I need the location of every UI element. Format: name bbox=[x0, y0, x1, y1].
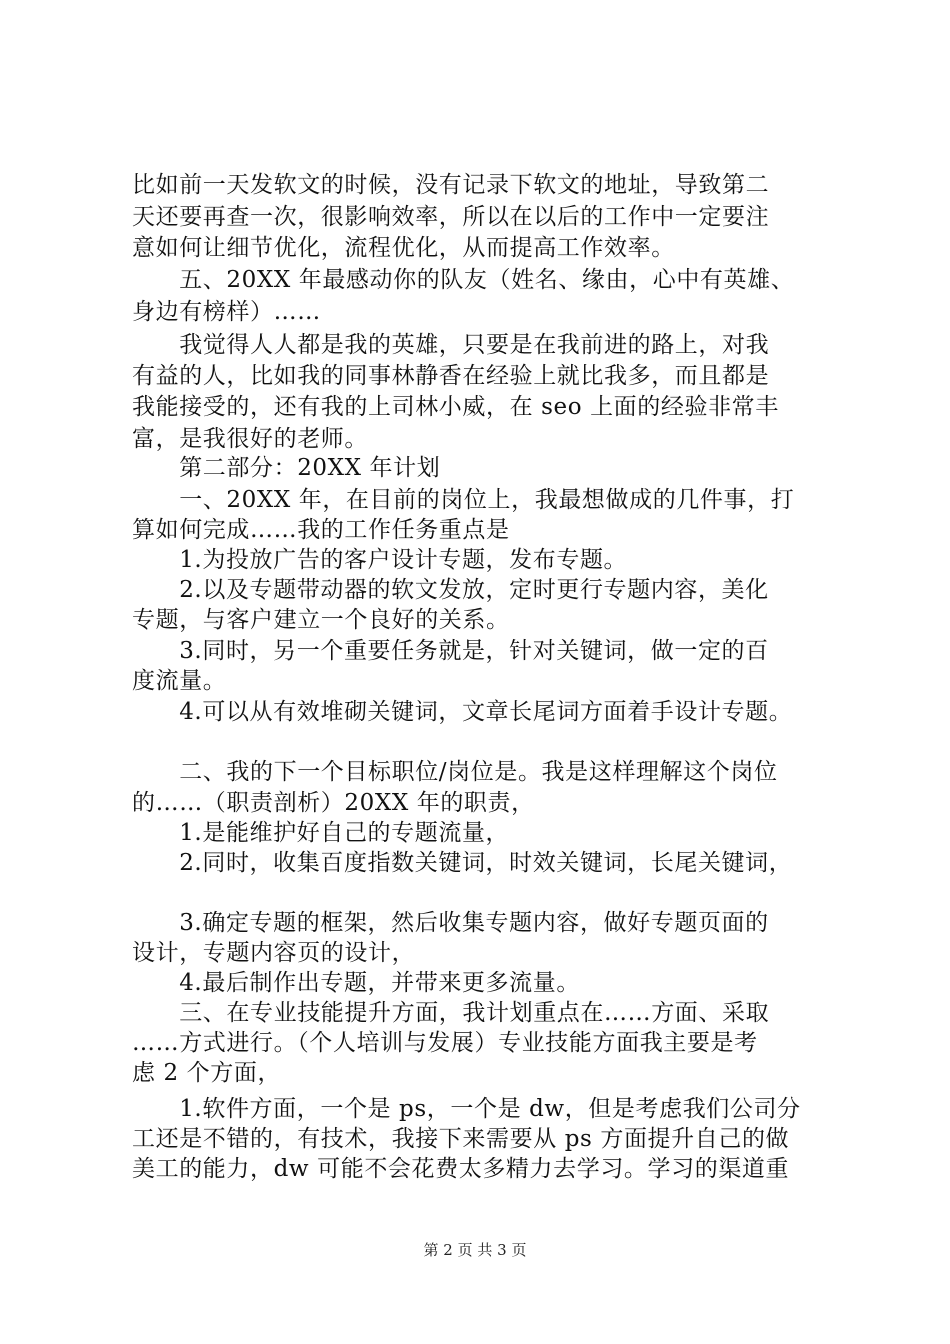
list-item: 4.最后制作出专题，并带来更多流量。 bbox=[132, 970, 580, 996]
list-item: 1.是能维护好自己的专题流量， bbox=[132, 820, 510, 846]
list-item: 3.确定专题的框架，然后收集专题内容，做好专题页面的 bbox=[132, 910, 769, 936]
text-line: 比如前一天发软文的时候，没有记录下软文的地址，导致第二 bbox=[132, 172, 770, 198]
list-item: 2.以及专题带动器的软文发放，定时更行专题内容，美化 bbox=[132, 577, 769, 603]
section-heading-5: 五、20XX 年最感动你的队友（姓名、缘由，心中有英雄、 bbox=[132, 267, 795, 293]
text-line: 设计，专题内容页的设计， bbox=[132, 940, 416, 966]
text-line: 算如何完成……我的工作任务重点是 bbox=[132, 517, 510, 543]
section-heading-1: 一、20XX 年，在目前的岗位上，我最想做成的几件事，打 bbox=[132, 487, 795, 513]
section-heading-2: 二、我的下一个目标职位/岗位是。我是这样理解这个岗位 bbox=[132, 759, 778, 785]
text-line: 度流量。 bbox=[132, 668, 227, 694]
text-line: 美工的能力，dw 可能不会花费太多精力去学习。学习的渠道重 bbox=[132, 1156, 790, 1182]
list-item: 2.同时，收集百度指数关键词，时效关键词，长尾关键词， bbox=[132, 850, 793, 876]
text-line: 我能接受的，还有我的上司林小威，在 seo 上面的经验非常丰 bbox=[132, 394, 779, 420]
list-item: 4.可以从有效堆砌关键词，文章长尾词方面着手设计专题。 bbox=[132, 699, 793, 725]
list-item: 1.为投放广告的客户设计专题，发布专题。 bbox=[132, 547, 628, 573]
text-line: 身边有榜样）…… bbox=[132, 299, 321, 325]
list-item: 3.同时，另一个重要任务就是，针对关键词，做一定的百 bbox=[132, 638, 769, 664]
text-line: 有益的人，比如我的同事林静香在经验上就比我多，而且都是 bbox=[132, 363, 770, 389]
text-line: 的……（职责剖析）20XX 年的职责， bbox=[132, 790, 535, 816]
part-heading: 第二部分：20XX 年计划 bbox=[132, 455, 441, 481]
text-line: 我觉得人人都是我的英雄，只要是在我前进的路上，对我 bbox=[132, 332, 770, 358]
page-footer: 第 2 页 共 3 页 bbox=[423, 1241, 527, 1259]
text-line: ……方式进行。（个人培训与发展）专业技能方面我主要是考 bbox=[132, 1030, 758, 1056]
text-line: 虑 2 个方面， bbox=[132, 1060, 282, 1086]
text-line: 专题，与客户建立一个良好的关系。 bbox=[132, 607, 510, 633]
text-line: 意如何让细节优化，流程优化，从而提高工作效率。 bbox=[132, 235, 675, 261]
text-line: 富，是我很好的老师。 bbox=[132, 426, 368, 452]
section-heading-3: 三、在专业技能提升方面，我计划重点在……方面、采取 bbox=[132, 1000, 770, 1026]
list-item: 1.软件方面，一个是 ps，一个是 dw，但是考虑我们公司分 bbox=[132, 1096, 801, 1122]
text-line: 天还要再查一次，很影响效率，所以在以后的工作中一定要注 bbox=[132, 204, 770, 230]
text-line: 工还是不错的，有技术，我接下来需要从 ps 方面提升自己的做 bbox=[132, 1126, 790, 1152]
